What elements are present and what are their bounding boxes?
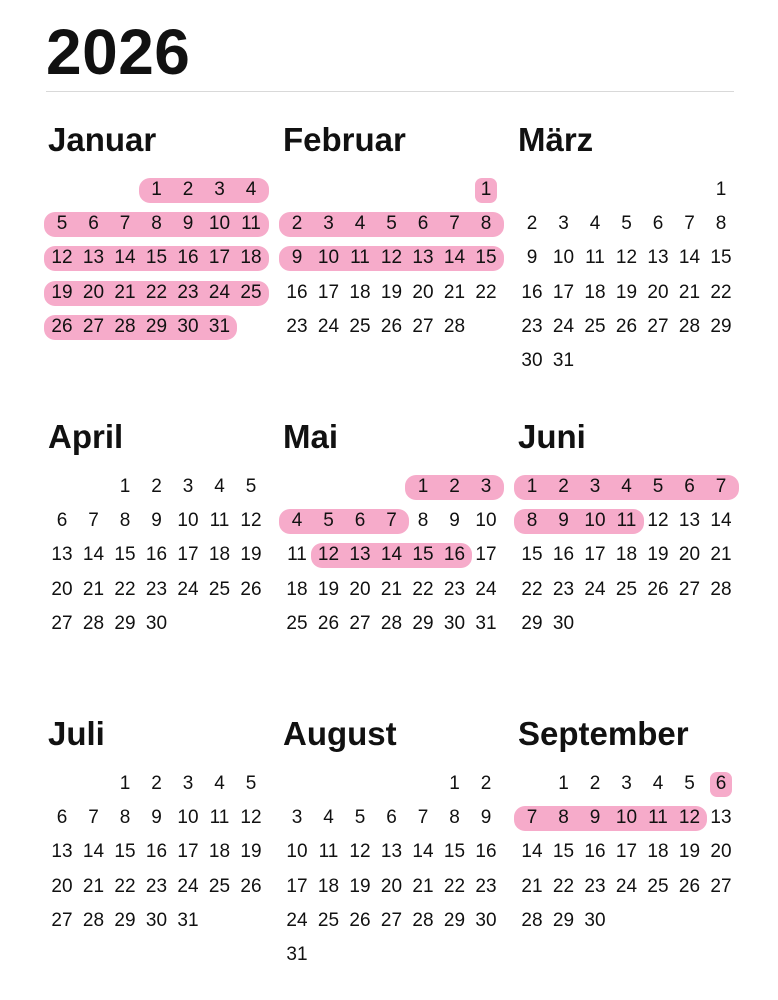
day-cell[interactable]: 2 (182, 179, 194, 200)
day-cell[interactable]: 25 (208, 875, 231, 897)
day-cell[interactable]: 13 (678, 510, 701, 532)
day-cell[interactable]: 1 (119, 476, 131, 497)
day-cell[interactable]: 7 (449, 213, 460, 235)
day-cell[interactable]: 12 (647, 510, 669, 532)
day-cell[interactable]: 20 (647, 281, 669, 303)
day-grid (281, 767, 503, 977)
day-cell[interactable]: 20 (349, 578, 371, 600)
day-cell[interactable]: 28 (521, 909, 543, 931)
day-cell[interactable]: 9 (291, 247, 303, 269)
day-cell[interactable]: 29 (443, 909, 466, 931)
day-cell[interactable]: 28 (710, 578, 732, 600)
day-cell[interactable]: 14 (678, 247, 701, 269)
day-cell[interactable]: 9 (480, 807, 492, 829)
day-cell[interactable]: 9 (589, 807, 601, 829)
day-cell[interactable]: 11 (585, 247, 605, 269)
day-cell[interactable]: 15 (443, 841, 466, 863)
day-cell[interactable]: 3 (589, 476, 601, 497)
day-cell[interactable]: 30 (552, 612, 575, 634)
day-cell[interactable]: 2 (526, 213, 538, 235)
day-cell[interactable]: 14 (82, 544, 105, 566)
day-cell[interactable]: 1 (715, 179, 727, 200)
day-cell[interactable]: 24 (615, 875, 638, 897)
day-cell[interactable]: 18 (349, 281, 371, 303)
day-cell[interactable]: 28 (443, 315, 466, 337)
day-cell[interactable]: 1 (558, 773, 569, 794)
day-cell[interactable]: 3 (214, 179, 225, 200)
day-cell[interactable]: 30 (443, 612, 466, 634)
day-cell[interactable]: 11 (318, 841, 339, 863)
day-cell[interactable]: 4 (214, 773, 225, 794)
day-grid (281, 470, 503, 680)
day-cell[interactable]: 31 (286, 944, 308, 965)
day-grid (516, 470, 738, 680)
day-cell[interactable]: 19 (678, 841, 701, 863)
day-cell[interactable]: 18 (647, 841, 669, 863)
day-cell[interactable]: 19 (317, 578, 340, 600)
day-cell[interactable]: 11 (350, 247, 370, 269)
day-cell[interactable]: 9 (151, 510, 162, 532)
day-cell[interactable]: 20 (82, 281, 105, 303)
day-cell[interactable]: 14 (114, 247, 136, 269)
day-cell[interactable]: 2 (151, 476, 162, 497)
day-cell[interactable]: 10 (552, 247, 575, 269)
day-cell[interactable]: 14 (521, 841, 543, 863)
day-cell[interactable]: 26 (240, 875, 262, 897)
day-cell[interactable]: 7 (386, 510, 397, 532)
day-cell[interactable]: 29 (552, 909, 575, 931)
day-cell[interactable]: 6 (386, 807, 397, 829)
day-cell[interactable]: 15 (412, 544, 434, 566)
day-cell[interactable]: 23 (521, 315, 543, 337)
day-cell[interactable]: 26 (380, 315, 403, 337)
day-cell[interactable]: 8 (526, 510, 538, 532)
year-title: 2026 (46, 16, 191, 88)
day-cell[interactable]: 19 (380, 281, 403, 303)
day-cell[interactable]: 23 (177, 281, 199, 303)
day-cell[interactable]: 10 (177, 510, 199, 532)
day-grid (516, 767, 738, 977)
day-cell[interactable]: 9 (558, 510, 569, 532)
day-cell[interactable]: 4 (291, 510, 303, 532)
day-cell[interactable]: 23 (475, 875, 497, 897)
day-cell[interactable]: 30 (177, 315, 199, 337)
day-cell[interactable]: 21 (412, 875, 434, 897)
day-cell[interactable]: 13 (349, 544, 371, 566)
day-cell[interactable]: 21 (521, 875, 543, 897)
day-cell[interactable]: 23 (584, 875, 606, 897)
day-cell[interactable]: 23 (443, 578, 466, 600)
day-cell[interactable]: 2 (151, 773, 162, 794)
day-cell[interactable]: 8 (480, 213, 492, 235)
day-cell[interactable]: 14 (380, 544, 403, 566)
day-cell[interactable]: 10 (208, 213, 231, 235)
day-cell[interactable]: 22 (145, 281, 168, 303)
day-cell[interactable]: 7 (417, 807, 429, 829)
day-cell[interactable]: 7 (88, 807, 99, 829)
day-cell[interactable]: 13 (82, 247, 105, 269)
day-cell[interactable]: 8 (417, 510, 429, 532)
day-cell[interactable]: 17 (475, 544, 497, 566)
day-cell[interactable]: 2 (480, 773, 492, 794)
day-cell[interactable]: 2 (449, 476, 460, 497)
day-cell[interactable]: 3 (621, 773, 632, 794)
day-cell[interactable]: 30 (145, 909, 168, 931)
month-name: April (48, 418, 124, 455)
day-cell[interactable]: 20 (412, 281, 434, 303)
day-cell[interactable]: 17 (317, 281, 340, 303)
month-name: September (518, 715, 689, 752)
day-cell[interactable]: 24 (177, 578, 199, 600)
day-cell[interactable]: 24 (475, 578, 497, 600)
day-cell[interactable]: 23 (552, 578, 575, 600)
day-cell[interactable]: 14 (710, 510, 732, 532)
day-cell[interactable]: 12 (240, 807, 262, 829)
day-cell[interactable]: 19 (647, 544, 669, 566)
day-cell[interactable]: 10 (584, 510, 606, 532)
day-cell[interactable]: 1 (151, 179, 162, 200)
day-cell[interactable]: 11 (209, 807, 230, 829)
day-cell[interactable]: 13 (51, 544, 73, 566)
day-cell[interactable]: 12 (240, 510, 262, 532)
day-cell[interactable]: 27 (710, 875, 732, 897)
day-cell[interactable]: 16 (584, 841, 606, 863)
day-cell[interactable]: 17 (177, 544, 199, 566)
day-cell[interactable]: 19 (240, 841, 262, 863)
day-cell[interactable]: 5 (245, 476, 257, 497)
day-cell[interactable]: 15 (710, 247, 732, 269)
day-cell[interactable]: 4 (245, 179, 257, 200)
day-cell[interactable]: 28 (380, 612, 403, 634)
day-cell[interactable]: 1 (480, 179, 492, 200)
day-cell[interactable]: 31 (208, 315, 231, 337)
day-cell[interactable]: 1 (526, 476, 538, 497)
day-cell[interactable]: 19 (349, 875, 371, 897)
day-cell[interactable]: 4 (589, 213, 601, 235)
day-cell[interactable]: 3 (558, 213, 569, 235)
day-cell[interactable]: 10 (177, 807, 199, 829)
day-cell[interactable]: 11 (287, 544, 307, 566)
day-cell[interactable]: 21 (114, 281, 136, 303)
day-cell[interactable]: 22 (412, 578, 434, 600)
day-cell[interactable]: 2 (291, 213, 303, 235)
day-cell[interactable]: 18 (286, 578, 308, 600)
day-cell[interactable]: 1 (449, 773, 460, 794)
day-cell[interactable]: 23 (145, 875, 168, 897)
day-cell[interactable]: 7 (119, 213, 131, 235)
day-cell[interactable]: 6 (417, 213, 429, 235)
day-cell[interactable]: 8 (449, 807, 460, 829)
day-cell[interactable]: 16 (443, 544, 466, 566)
day-cell[interactable]: 12 (678, 807, 701, 829)
day-cell[interactable]: 16 (286, 281, 308, 303)
day-cell[interactable]: 12 (51, 247, 73, 269)
day-cell[interactable]: 28 (412, 909, 434, 931)
day-cell[interactable]: 29 (521, 612, 543, 634)
day-cell[interactable]: 19 (51, 281, 73, 303)
day-cell[interactable]: 18 (615, 544, 638, 566)
day-cell[interactable]: 26 (349, 909, 371, 931)
day-cell[interactable]: 26 (240, 578, 262, 600)
day-cell[interactable]: 17 (615, 841, 638, 863)
day-cell[interactable]: 24 (584, 578, 606, 600)
day-cell[interactable]: 22 (475, 281, 497, 303)
day-cell[interactable]: 15 (552, 841, 575, 863)
month-name: März (518, 121, 594, 158)
day-cell[interactable]: 13 (380, 841, 403, 863)
day-cell[interactable]: 30 (475, 909, 497, 931)
day-grid (281, 173, 503, 383)
day-cell[interactable]: 22 (552, 875, 575, 897)
day-cell[interactable]: 14 (82, 841, 105, 863)
day-cell[interactable]: 19 (240, 544, 262, 566)
day-cell[interactable]: 22 (710, 281, 732, 303)
day-cell[interactable]: 24 (317, 315, 340, 337)
day-cell[interactable]: 6 (56, 510, 68, 532)
day-cell[interactable]: 21 (710, 544, 732, 566)
day-cell[interactable]: 20 (710, 841, 732, 863)
day-cell[interactable]: 10 (475, 510, 497, 532)
day-cell[interactable]: 18 (584, 281, 606, 303)
day-cell[interactable]: 16 (145, 841, 168, 863)
day-cell[interactable]: 8 (715, 213, 727, 235)
day-cell[interactable]: 6 (354, 510, 366, 532)
day-cell[interactable]: 29 (145, 315, 168, 337)
day-cell[interactable]: 7 (88, 510, 99, 532)
day-cell[interactable]: 8 (151, 213, 162, 235)
day-cell[interactable]: 4 (354, 213, 366, 235)
day-cell[interactable]: 23 (286, 315, 308, 337)
day-cell[interactable]: 1 (417, 476, 429, 497)
day-cell[interactable]: 3 (182, 773, 194, 794)
day-cell[interactable]: 25 (349, 315, 371, 337)
month-name: Juli (48, 715, 105, 752)
day-cell[interactable]: 25 (615, 578, 638, 600)
day-cell[interactable]: 11 (648, 807, 668, 829)
day-cell[interactable]: 21 (443, 281, 466, 303)
day-cell[interactable]: 16 (552, 544, 575, 566)
month-name: Juni (518, 418, 586, 455)
day-cell[interactable]: 6 (715, 773, 727, 794)
month-name: Januar (48, 121, 157, 158)
day-cell[interactable]: 3 (323, 213, 334, 235)
day-cell[interactable]: 15 (114, 544, 136, 566)
day-cell[interactable]: 13 (710, 807, 732, 829)
day-cell[interactable]: 7 (526, 807, 538, 829)
day-cell[interactable]: 17 (584, 544, 606, 566)
day-cell[interactable]: 6 (88, 213, 99, 235)
month-name: August (283, 715, 397, 752)
day-cell[interactable]: 27 (349, 612, 371, 634)
day-cell[interactable]: 19 (615, 281, 638, 303)
day-cell[interactable]: 9 (182, 213, 194, 235)
day-cell[interactable]: 2 (558, 476, 569, 497)
day-cell[interactable]: 10 (286, 841, 308, 863)
day-cell[interactable]: 8 (119, 510, 131, 532)
day-cell[interactable]: 18 (240, 247, 262, 269)
day-cell[interactable]: 11 (209, 510, 230, 532)
day-cell[interactable]: 27 (678, 578, 701, 600)
day-cell[interactable]: 4 (652, 773, 664, 794)
day-cell[interactable]: 5 (621, 213, 632, 235)
day-cell[interactable]: 13 (51, 841, 73, 863)
day-cell[interactable]: 17 (208, 247, 231, 269)
day-grid (46, 173, 268, 383)
day-cell[interactable]: 30 (521, 350, 543, 371)
day-cell[interactable]: 10 (317, 247, 340, 269)
day-cell[interactable]: 18 (208, 841, 231, 863)
day-cell[interactable]: 11 (241, 213, 261, 235)
day-cell[interactable]: 26 (317, 612, 340, 634)
day-cell[interactable]: 5 (245, 773, 257, 794)
day-cell[interactable]: 25 (317, 909, 340, 931)
day-cell[interactable]: 5 (354, 807, 366, 829)
day-cell[interactable]: 5 (684, 773, 695, 794)
day-cell[interactable]: 5 (56, 213, 68, 235)
day-cell[interactable]: 31 (177, 909, 199, 931)
day-cell[interactable]: 21 (380, 578, 403, 600)
day-cell[interactable]: 28 (82, 612, 105, 634)
day-cell[interactable]: 5 (323, 510, 334, 532)
day-cell[interactable]: 21 (82, 875, 105, 897)
day-cell[interactable]: 9 (449, 510, 460, 532)
day-cell[interactable]: 22 (114, 578, 136, 600)
day-cell[interactable]: 6 (684, 476, 695, 497)
day-cell[interactable]: 8 (558, 807, 569, 829)
day-cell[interactable]: 28 (114, 315, 136, 337)
day-cell[interactable]: 29 (114, 909, 136, 931)
day-cell[interactable]: 31 (475, 612, 497, 634)
day-cell[interactable]: 26 (678, 875, 701, 897)
day-cell[interactable]: 22 (443, 875, 466, 897)
day-cell[interactable]: 13 (412, 247, 434, 269)
day-cell[interactable]: 24 (208, 281, 231, 303)
day-cell[interactable]: 4 (323, 807, 334, 829)
day-cell[interactable]: 15 (114, 841, 136, 863)
day-cell[interactable]: 20 (51, 578, 73, 600)
day-cell[interactable]: 17 (552, 281, 575, 303)
day-cell[interactable]: 13 (647, 247, 669, 269)
day-cell[interactable]: 27 (82, 315, 105, 337)
month-name: Mai (283, 418, 339, 455)
day-cell[interactable]: 26 (51, 315, 73, 337)
day-grid (46, 767, 268, 977)
day-cell[interactable]: 20 (678, 544, 701, 566)
day-cell[interactable]: 25 (584, 315, 606, 337)
day-cell[interactable]: 24 (177, 875, 199, 897)
day-cell[interactable]: 14 (443, 247, 466, 269)
day-grid (516, 173, 738, 383)
day-cell[interactable]: 3 (480, 476, 492, 497)
day-cell[interactable]: 18 (317, 875, 340, 897)
day-grid (46, 470, 268, 680)
day-cell[interactable]: 26 (647, 578, 669, 600)
day-cell[interactable]: 31 (552, 350, 575, 371)
day-cell[interactable]: 15 (145, 247, 168, 269)
day-cell[interactable]: 9 (526, 247, 538, 269)
day-cell[interactable]: 25 (208, 578, 231, 600)
day-cell[interactable]: 17 (286, 875, 308, 897)
day-cell[interactable]: 10 (615, 807, 638, 829)
day-cell[interactable]: 17 (177, 841, 199, 863)
day-cell[interactable]: 6 (652, 213, 664, 235)
day-cell[interactable]: 27 (51, 612, 73, 634)
day-cell[interactable]: 16 (177, 247, 199, 269)
day-cell[interactable]: 15 (521, 544, 543, 566)
day-cell[interactable]: 12 (380, 247, 403, 269)
day-cell[interactable]: 27 (647, 315, 669, 337)
day-cell[interactable]: 24 (552, 315, 575, 337)
day-cell[interactable]: 23 (145, 578, 168, 600)
title-divider (46, 91, 734, 92)
day-cell[interactable]: 25 (647, 875, 669, 897)
day-cell[interactable]: 4 (621, 476, 632, 497)
day-cell[interactable]: 12 (615, 247, 638, 269)
day-cell[interactable]: 27 (412, 315, 434, 337)
day-cell[interactable]: 4 (214, 476, 225, 497)
day-cell[interactable]: 15 (475, 247, 497, 269)
day-cell[interactable]: 21 (82, 578, 105, 600)
day-cell[interactable]: 8 (119, 807, 131, 829)
month-name: Februar (283, 121, 406, 158)
day-cell[interactable]: 20 (51, 875, 73, 897)
day-cell[interactable]: 3 (182, 476, 194, 497)
day-cell[interactable]: 27 (51, 909, 73, 931)
day-cell[interactable]: 22 (521, 578, 543, 600)
day-cell[interactable]: 16 (145, 544, 168, 566)
day-cell[interactable]: 30 (584, 909, 606, 931)
day-cell[interactable]: 2 (589, 773, 601, 794)
day-cell[interactable]: 21 (678, 281, 701, 303)
day-cell[interactable]: 16 (521, 281, 543, 303)
day-cell[interactable]: 20 (380, 875, 403, 897)
day-cell[interactable]: 29 (412, 612, 434, 634)
day-cell[interactable]: 9 (151, 807, 162, 829)
day-cell[interactable]: 14 (412, 841, 434, 863)
day-cell[interactable]: 12 (349, 841, 371, 863)
day-cell[interactable]: 22 (114, 875, 136, 897)
day-cell[interactable]: 29 (114, 612, 136, 634)
day-cell[interactable]: 12 (317, 544, 340, 566)
day-cell[interactable]: 5 (652, 476, 664, 497)
day-cell[interactable]: 1 (119, 773, 131, 794)
day-cell[interactable]: 7 (715, 476, 727, 497)
day-cell[interactable]: 3 (291, 807, 303, 829)
day-cell[interactable]: 30 (145, 612, 168, 634)
day-cell[interactable]: 18 (208, 544, 231, 566)
day-cell[interactable]: 27 (380, 909, 403, 931)
day-cell[interactable]: 25 (240, 281, 262, 303)
day-cell[interactable]: 6 (56, 807, 68, 829)
day-cell[interactable]: 25 (286, 612, 308, 634)
day-cell[interactable]: 28 (678, 315, 701, 337)
day-cell[interactable]: 29 (710, 315, 732, 337)
day-cell[interactable]: 28 (82, 909, 105, 931)
day-cell[interactable]: 16 (475, 841, 497, 863)
day-cell[interactable]: 7 (684, 213, 695, 235)
day-cell[interactable]: 5 (386, 213, 397, 235)
day-cell[interactable]: 11 (616, 510, 637, 532)
day-cell[interactable]: 24 (286, 909, 308, 931)
day-cell[interactable]: 26 (615, 315, 638, 337)
